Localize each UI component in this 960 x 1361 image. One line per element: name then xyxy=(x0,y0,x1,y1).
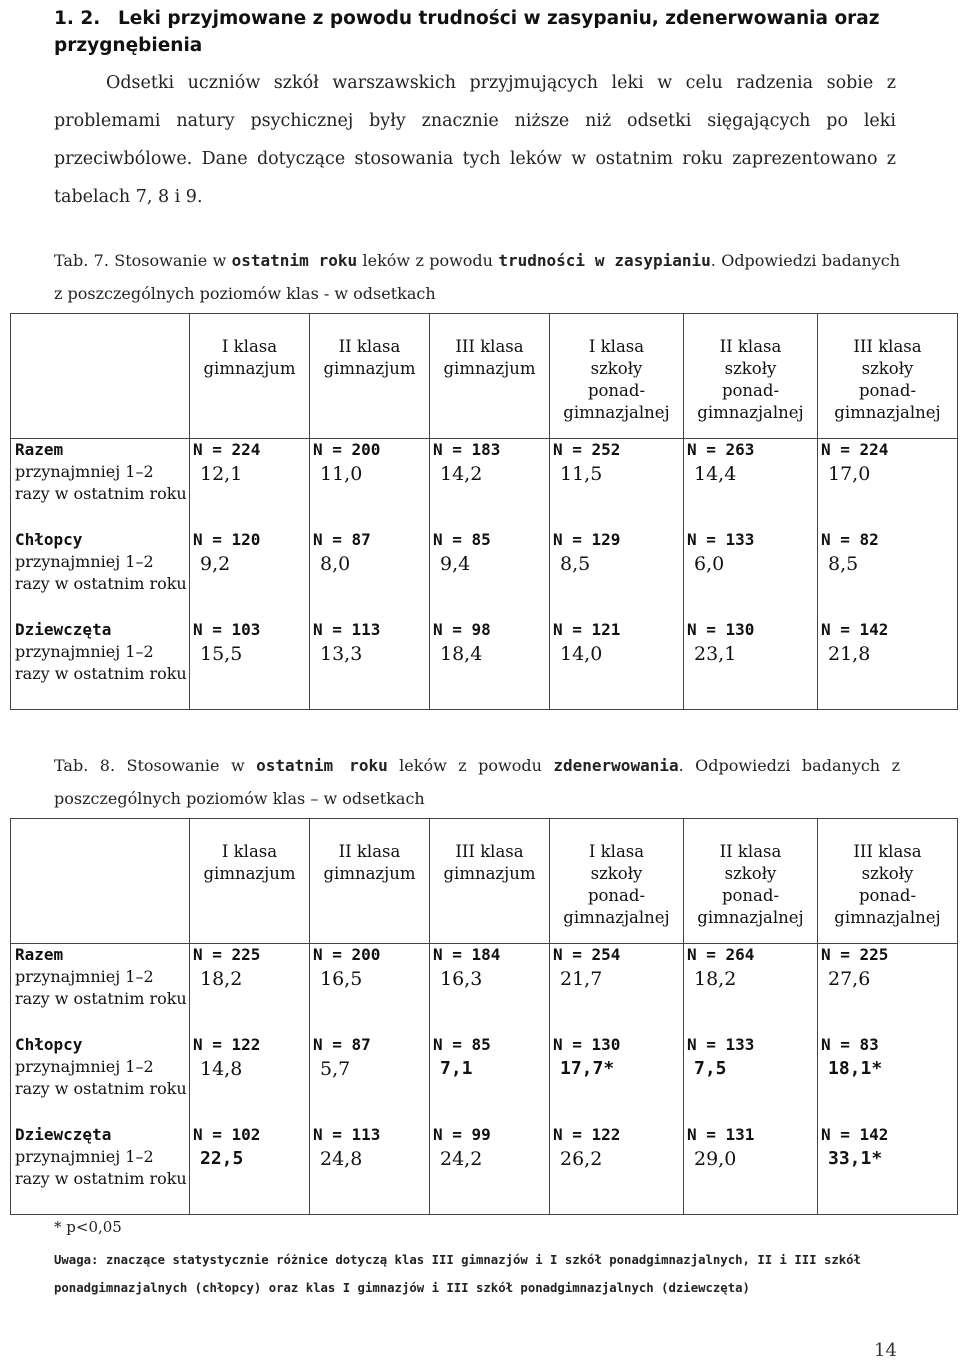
sample-size-cell: N = 113 xyxy=(310,1124,430,1146)
sample-size-cell: N = 82 xyxy=(818,529,958,551)
column-header-line: gimnazjum xyxy=(443,359,536,378)
percent-cell: 24,8 xyxy=(310,1146,430,1215)
sample-size-cell: N = 130 xyxy=(550,1034,684,1056)
column-header-line: ponad- xyxy=(587,886,646,905)
table-8 xyxy=(10,818,958,1215)
column-header-line: ponad- xyxy=(858,886,917,905)
percent-cell: 24,2 xyxy=(430,1146,550,1215)
column-header-line: I klasa xyxy=(588,842,645,861)
percent-cell: 22,5 xyxy=(190,1146,310,1215)
value-row-label: przynajmniej 1–2 razy w ostatnim roku xyxy=(11,461,190,529)
sample-size-cell: N = 224 xyxy=(818,439,958,462)
column-header-line: ponad- xyxy=(721,381,780,400)
sample-size-cell: N = 83 xyxy=(818,1034,958,1056)
column-header xyxy=(310,819,430,944)
group-n-row xyxy=(11,619,958,641)
column-header-line: I klasa xyxy=(221,842,278,861)
column-header-line: szkoły xyxy=(590,864,643,883)
value-row-label: przynajmniej 1–2 razy w ostatnim roku xyxy=(11,1146,190,1215)
percent-cell: 18,2 xyxy=(190,966,310,1034)
sample-size-cell: N = 113 xyxy=(310,619,430,641)
percent-cell: 9,2 xyxy=(190,551,310,619)
percent-cell: 7,1 xyxy=(430,1056,550,1124)
group-value-row xyxy=(11,1056,958,1124)
sample-size-cell: N = 252 xyxy=(550,439,684,462)
group-value-row xyxy=(11,1146,958,1215)
percent-cell: 14,4 xyxy=(684,461,818,529)
column-header-line: gimnazjalnej xyxy=(834,403,941,422)
column-header-line: gimnazjum xyxy=(323,359,416,378)
percent-cell: 17,0 xyxy=(818,461,958,529)
group-n-row xyxy=(11,1034,958,1056)
sample-size-cell: N = 263 xyxy=(684,439,818,462)
note-paragraph: Uwaga: znaczące statystycznie różnice dotyczą klas III gimnazjów i I szkół ponadgimnazjalnych, II i III szkół ponadgimnazjalnych (chłopcy) oraz klas I gimnazjów i III szkół ponadgimnazjalnych (dziewczęta) xyxy=(54,1253,861,1295)
header-blank-cell xyxy=(11,314,190,439)
percent-cell: 7,5 xyxy=(684,1056,818,1124)
sample-size-cell: N = 225 xyxy=(818,944,958,967)
column-header-line: III klasa xyxy=(455,337,524,356)
column-header xyxy=(818,314,958,439)
column-header-line: gimnazjalnej xyxy=(697,908,804,927)
column-header-line: gimnazjum xyxy=(323,864,416,883)
sample-size-cell: N = 98 xyxy=(430,619,550,641)
value-row-label: przynajmniej 1–2 razy w ostatnim roku xyxy=(11,551,190,619)
column-header xyxy=(190,819,310,944)
sample-size-cell: N = 102 xyxy=(190,1124,310,1146)
sample-size-cell: N = 200 xyxy=(310,439,430,462)
sample-size-cell: N = 142 xyxy=(818,619,958,641)
percent-cell: 23,1 xyxy=(684,641,818,710)
percent-cell: 15,5 xyxy=(190,641,310,710)
table-header-row xyxy=(11,314,958,439)
group-label: Dziewczęta xyxy=(11,1124,190,1146)
column-header-line: II klasa xyxy=(338,842,401,861)
group-label: Dziewczęta xyxy=(11,619,190,641)
sample-size-cell: N = 264 xyxy=(684,944,818,967)
percent-cell: 11,5 xyxy=(550,461,684,529)
percent-cell: 18,1* xyxy=(818,1056,958,1124)
sample-size-cell: N = 131 xyxy=(684,1124,818,1146)
column-header-line: szkoły xyxy=(590,359,643,378)
column-header xyxy=(190,314,310,439)
intro-paragraph: Odsetki uczniów szkół warszawskich przyjmujących leki w celu radzenia sobie z problemami natury psychicznej były znacznie niższe niż odsetki sięgających po leki przeciwbólowe. Dane dotyczące stosowania tych leków w ostatnim roku zaprezentowano z tabelach 7, 8 i 9. xyxy=(54,73,896,207)
group-label: Chłopcy xyxy=(11,529,190,551)
sample-size-cell: N = 184 xyxy=(430,944,550,967)
percent-cell: 17,7* xyxy=(550,1056,684,1124)
sample-size-cell: N = 87 xyxy=(310,1034,430,1056)
column-header-line: III klasa xyxy=(455,842,524,861)
sample-size-cell: N = 224 xyxy=(190,439,310,462)
section-number: 1. 2. xyxy=(54,8,101,29)
percent-cell: 5,7 xyxy=(310,1056,430,1124)
group-n-row xyxy=(11,944,958,967)
column-header-line: I klasa xyxy=(588,337,645,356)
column-header-line: szkoły xyxy=(861,864,914,883)
sample-size-cell: N = 183 xyxy=(430,439,550,462)
section-title-line2: przygnębienia xyxy=(54,35,203,56)
column-header-line: gimnazjum xyxy=(443,864,536,883)
group-value-row xyxy=(11,461,958,529)
column-header-line: gimnazjalnej xyxy=(697,403,804,422)
percent-cell: 26,2 xyxy=(550,1146,684,1215)
percent-cell: 11,0 xyxy=(310,461,430,529)
column-header xyxy=(310,314,430,439)
sample-size-cell: N = 87 xyxy=(310,529,430,551)
column-header xyxy=(550,819,684,944)
column-header xyxy=(430,819,550,944)
percent-cell: 16,5 xyxy=(310,966,430,1034)
percent-cell: 8,5 xyxy=(818,551,958,619)
percent-cell: 27,6 xyxy=(818,966,958,1034)
sample-size-cell: N = 254 xyxy=(550,944,684,967)
column-header-line: III klasa xyxy=(853,842,922,861)
column-header xyxy=(430,314,550,439)
value-row-label: przynajmniej 1–2 razy w ostatnim roku xyxy=(11,966,190,1034)
sample-size-cell: N = 85 xyxy=(430,529,550,551)
percent-cell: 9,4 xyxy=(430,551,550,619)
column-header-line: gimnazjalnej xyxy=(563,403,670,422)
sample-size-cell: N = 129 xyxy=(550,529,684,551)
table8-caption: Tab. 8. Stosowanie w ostatnim roku leków z powodu zdenerwowania. Odpowiedzi badanych z poszczególnych poziomów klas – w odsetkach xyxy=(54,756,900,808)
group-label: Razem xyxy=(11,944,190,967)
percent-cell: 6,0 xyxy=(684,551,818,619)
column-header-line: gimnazjum xyxy=(203,864,296,883)
group-value-row xyxy=(11,966,958,1034)
sample-size-cell: N = 103 xyxy=(190,619,310,641)
percent-cell: 29,0 xyxy=(684,1146,818,1215)
table7-caption: Tab. 7. Stosowanie w ostatnim roku leków z powodu trudności w zasypianiu. Odpowiedzi badanych z poszczególnych poziomów klas - w odsetkach xyxy=(54,251,901,303)
column-header-line: ponad- xyxy=(858,381,917,400)
column-header-line: ponad- xyxy=(587,381,646,400)
column-header-line: gimnazjum xyxy=(203,359,296,378)
percent-cell: 16,3 xyxy=(430,966,550,1034)
group-label: Razem xyxy=(11,439,190,462)
percent-cell: 12,1 xyxy=(190,461,310,529)
value-row-label: przynajmniej 1–2 razy w ostatnim roku xyxy=(11,641,190,710)
sample-size-cell: N = 200 xyxy=(310,944,430,967)
group-value-row xyxy=(11,551,958,619)
sample-size-cell: N = 225 xyxy=(190,944,310,967)
percent-cell: 21,8 xyxy=(818,641,958,710)
page-number: 14 xyxy=(874,1340,897,1361)
header-blank-cell xyxy=(11,819,190,944)
percent-cell: 33,1* xyxy=(818,1146,958,1215)
sample-size-cell: N = 130 xyxy=(684,619,818,641)
column-header-line: I klasa xyxy=(221,337,278,356)
sample-size-cell: N = 121 xyxy=(550,619,684,641)
percent-cell: 8,0 xyxy=(310,551,430,619)
sample-size-cell: N = 142 xyxy=(818,1124,958,1146)
group-n-row xyxy=(11,1124,958,1146)
percent-cell: 13,3 xyxy=(310,641,430,710)
significance-footnote: * p<0,05 xyxy=(54,1218,122,1236)
column-header xyxy=(684,819,818,944)
column-header-line: II klasa xyxy=(338,337,401,356)
column-header-line: szkoły xyxy=(861,359,914,378)
percent-cell: 14,2 xyxy=(430,461,550,529)
percent-cell: 21,7 xyxy=(550,966,684,1034)
column-header xyxy=(818,819,958,944)
percent-cell: 14,8 xyxy=(190,1056,310,1124)
percent-cell: 18,2 xyxy=(684,966,818,1034)
sample-size-cell: N = 133 xyxy=(684,529,818,551)
sample-size-cell: N = 133 xyxy=(684,1034,818,1056)
column-header-line: gimnazjalnej xyxy=(834,908,941,927)
percent-cell: 8,5 xyxy=(550,551,684,619)
group-n-row xyxy=(11,529,958,551)
column-header-line: II klasa xyxy=(719,337,782,356)
sample-size-cell: N = 122 xyxy=(550,1124,684,1146)
percent-cell: 14,0 xyxy=(550,641,684,710)
sample-size-cell: N = 122 xyxy=(190,1034,310,1056)
group-n-row xyxy=(11,439,958,462)
sample-size-cell: N = 120 xyxy=(190,529,310,551)
column-header-line: szkoły xyxy=(724,359,777,378)
column-header-line: gimnazjalnej xyxy=(563,908,670,927)
sample-size-cell: N = 85 xyxy=(430,1034,550,1056)
column-header xyxy=(684,314,818,439)
column-header-line: III klasa xyxy=(853,337,922,356)
column-header-line: II klasa xyxy=(719,842,782,861)
sample-size-cell: N = 99 xyxy=(430,1124,550,1146)
column-header-line: ponad- xyxy=(721,886,780,905)
table-7 xyxy=(10,313,958,710)
column-header-line: szkoły xyxy=(724,864,777,883)
table-header-row xyxy=(11,819,958,944)
value-row-label: przynajmniej 1–2 razy w ostatnim roku xyxy=(11,1056,190,1124)
section-title-line1: Leki przyjmowane z powodu trudności w zasypaniu, zdenerwowania oraz xyxy=(118,8,880,29)
column-header xyxy=(550,314,684,439)
group-value-row xyxy=(11,641,958,710)
percent-cell: 18,4 xyxy=(430,641,550,710)
group-label: Chłopcy xyxy=(11,1034,190,1056)
